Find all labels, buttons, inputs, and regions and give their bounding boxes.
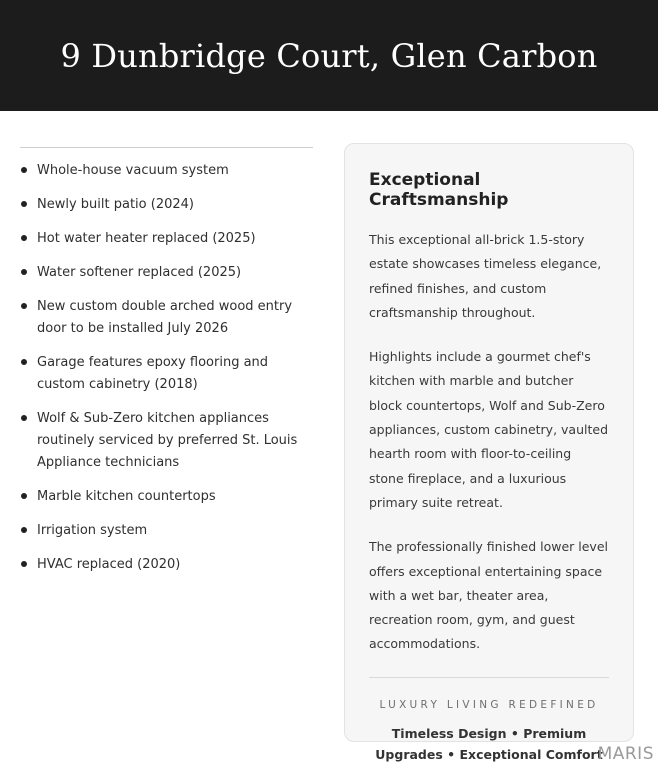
page-header	[0, 0, 658, 111]
feature-item: New custom double arched wood entry door to be installed July 2026	[20, 296, 320, 340]
feature-list	[20, 160, 320, 588]
card-divider	[369, 677, 609, 678]
highlights: Timeless Design • Premium Upgrades • Exceptional Comfort	[375, 725, 603, 762]
feature-item: Marble kitchen countertops	[20, 486, 320, 508]
watermark-logo: MARIS	[597, 744, 654, 764]
feature-item: Hot water heater replaced (2025)	[20, 228, 320, 250]
feature-item: Wolf & Sub-Zero kitchen appliances routinely serviced by preferred St. Louis Appliance technicians	[20, 408, 320, 474]
card-paragraph: The professionally finished lower level offers exceptional entertaining space with a wet bar, theater area, recreation room, gym, and guest accommodations.	[369, 539, 608, 652]
card-title: Exceptional Craftsmanship	[369, 170, 509, 210]
divider	[20, 147, 313, 148]
feature-item: Whole-house vacuum system	[20, 160, 320, 182]
feature-item: Water softener replaced (2025)	[20, 262, 320, 284]
tagline: LUXURY LIVING REDEFINED	[379, 698, 599, 711]
feature-item: Newly built patio (2024)	[20, 194, 320, 216]
card-paragraph: This exceptional all-brick 1.5-story estate showcases timeless elegance, refined finishes, and custom craftsmanship throughout.	[369, 232, 602, 320]
feature-item: HVAC replaced (2020)	[20, 554, 320, 576]
feature-item: Irrigation system	[20, 520, 320, 542]
page-title: 9 Dunbridge Court, Glen Carbon	[60, 36, 598, 75]
card-paragraph: Highlights include a gourmet chef's kitchen with marble and butcher block countertops, Wolf and Sub-Zero appliances, custom cabinetry, vaulted hearth room with floor-to-ceiling stone fireplace, and a luxurious primary suite retreat.	[369, 349, 609, 510]
feature-item: Garage features epoxy flooring and custom cabinetry (2018)	[20, 352, 320, 396]
